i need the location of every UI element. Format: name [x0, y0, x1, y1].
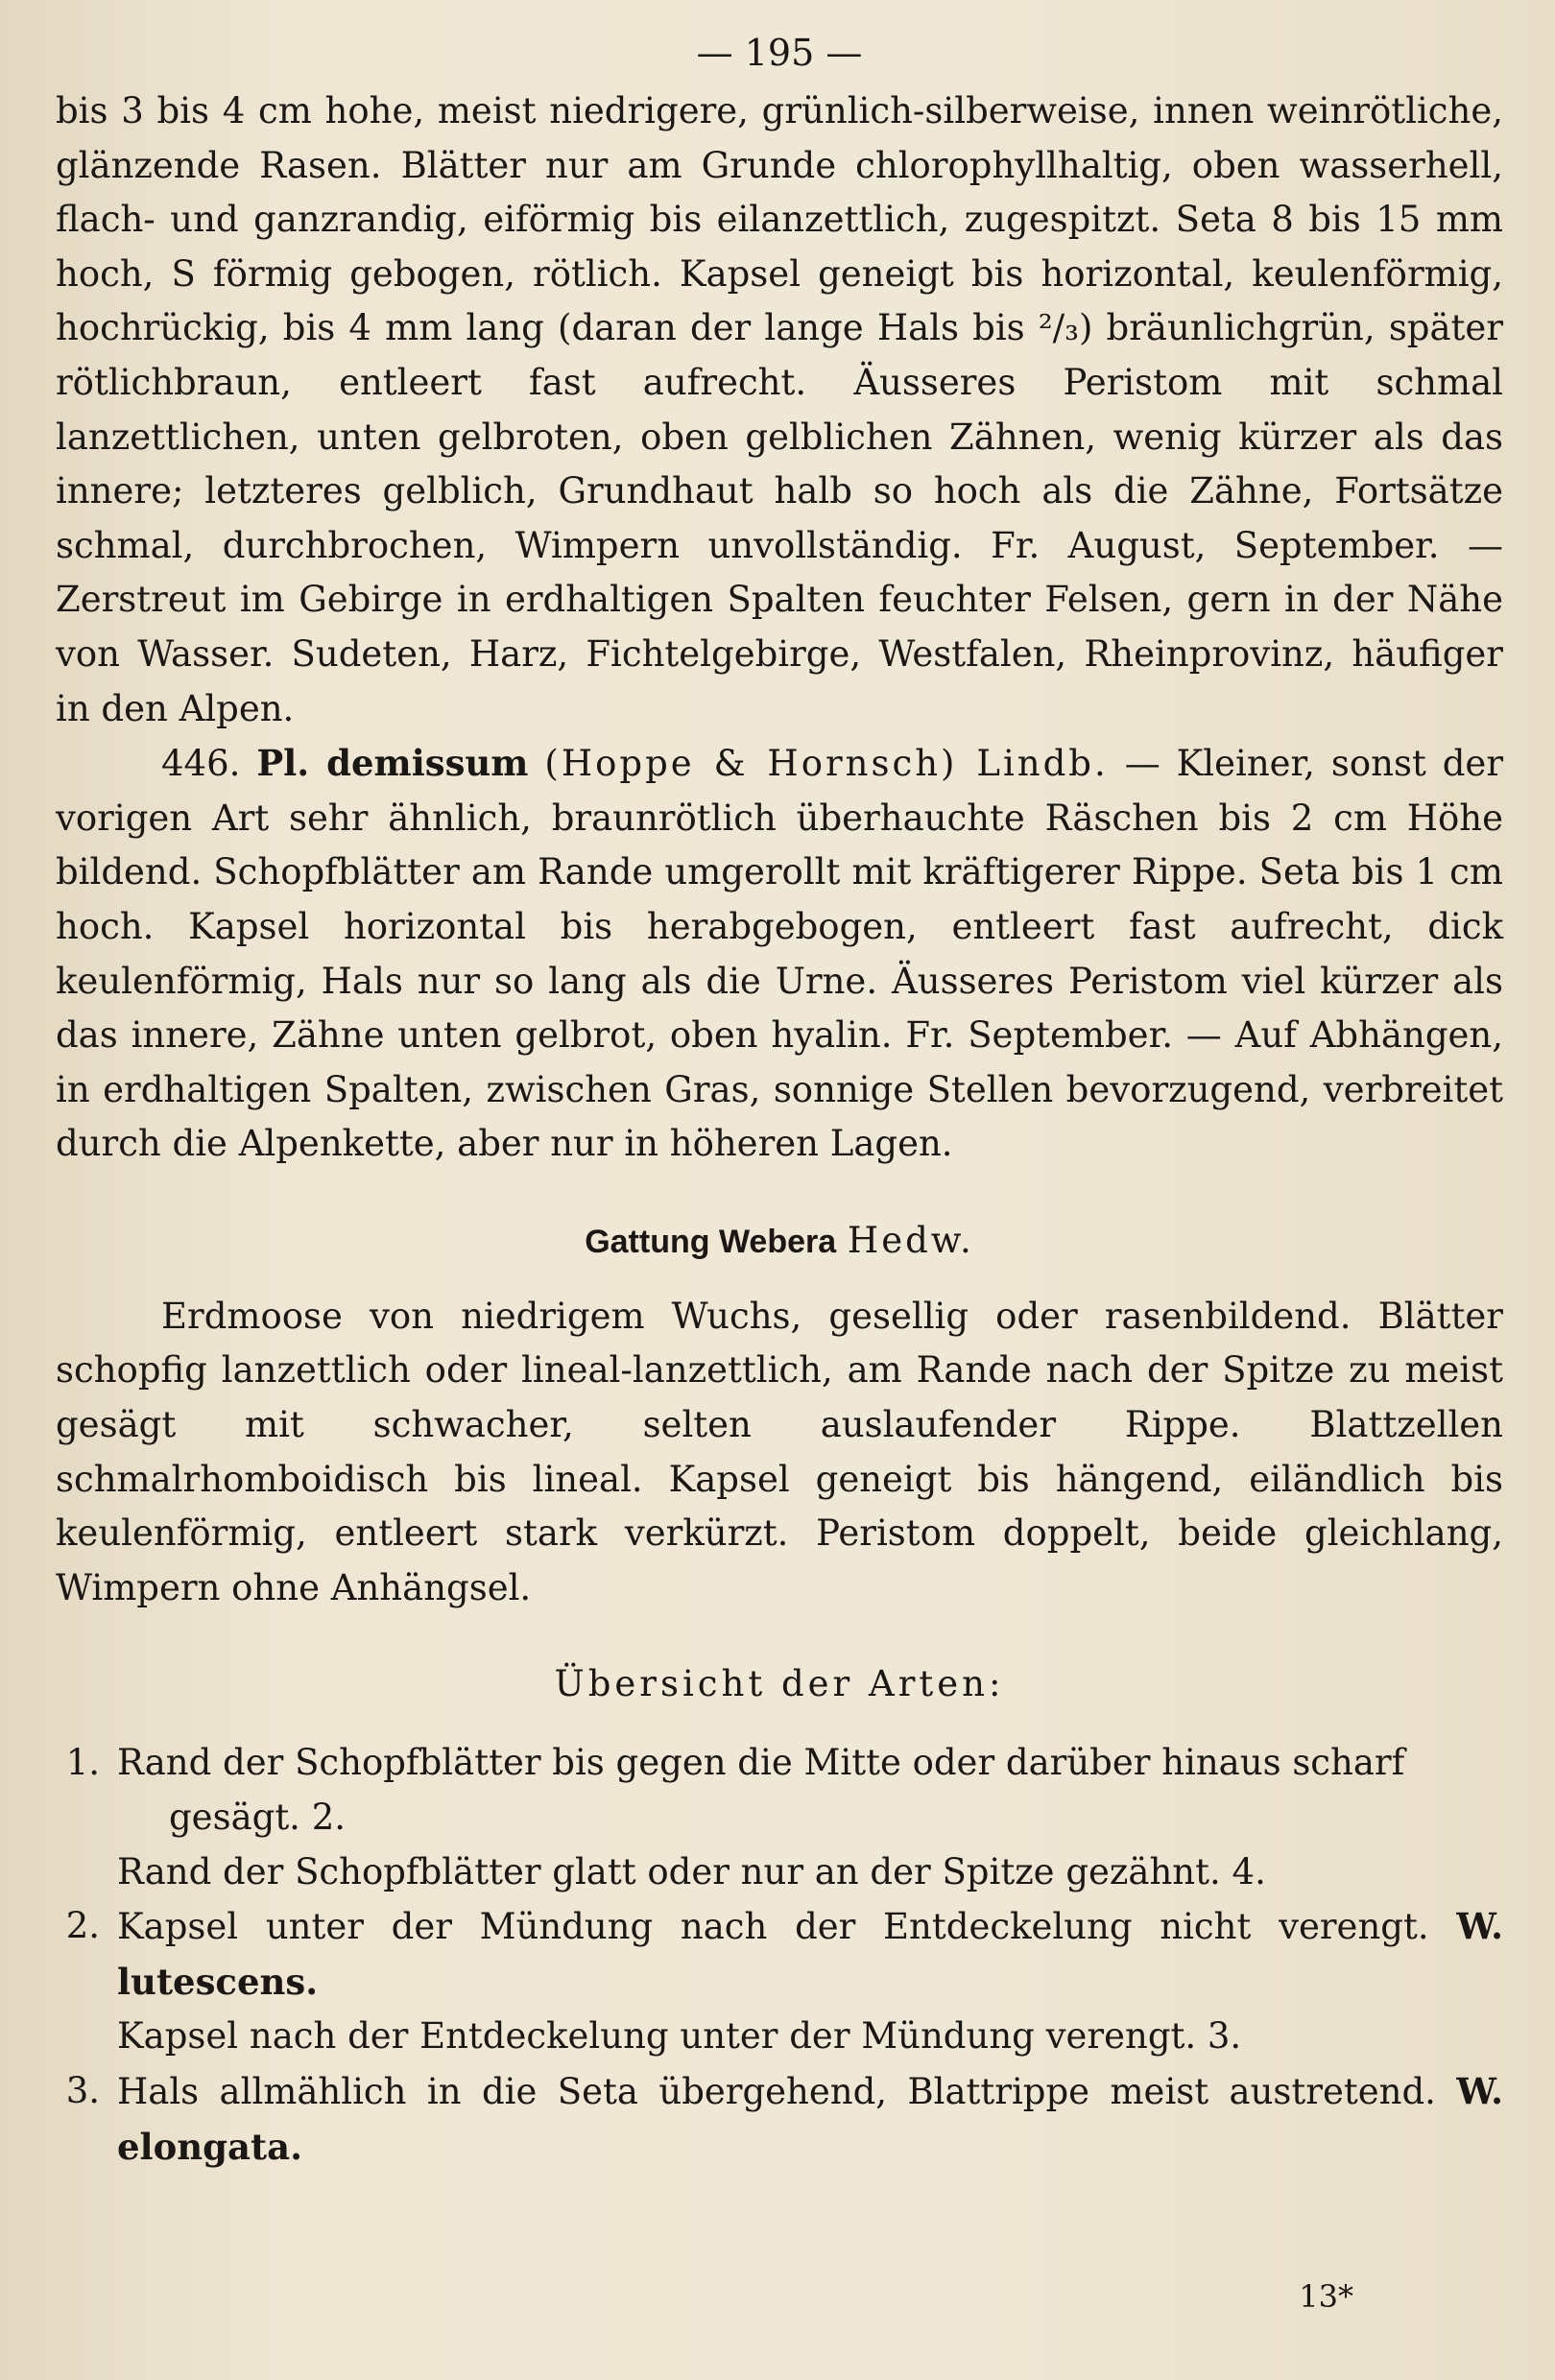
key-species: W. elongata. — [117, 2070, 1504, 2168]
species-name: Pl. demissum — [256, 742, 529, 785]
key-text — [117, 2064, 1503, 2175]
identification-key — [56, 1736, 1503, 2175]
key-statement: Hals allmählich in die Seta übergehend, Blattrippe meist austretend. — [117, 2071, 1436, 2112]
genus-description: Erdmoose von niedrigem Wuchs, gesellig oder rasenbildend. Blätter schopfig lanzettlich oder lineal-lanzettlich, am Rande nach der Spitze zu meist gesägt mit schwacher, selten auslaufender Rippe. Blattzellen schmalrhomboidisch bis lineal. Kapsel geneigt bis hängend, eiländlich bis keulenförmig, entleert stark verkürzt. Peristom doppelt, beide gleichlang, Wimpern ohne Anhängsel. — [56, 1295, 1503, 1608]
genus-label: Gattung Webera — [585, 1223, 837, 1260]
overview-heading: Übersicht der Arten: — [554, 1663, 1005, 1705]
species-number: 446. — [161, 743, 241, 785]
key-entry-2b — [56, 2010, 1503, 2064]
signature-mark: 13* — [1299, 2278, 1353, 2315]
key-continuation: gesägt. 2. — [169, 1797, 347, 1839]
key-text: Rand der Schopfblätter glatt oder nur an der Spitze gezähnt. 4. — [117, 1850, 1266, 1892]
genus-authority: Hedw. — [847, 1219, 974, 1261]
species-description-text — [56, 84, 1503, 1172]
key-entry-1b — [56, 1845, 1503, 1900]
key-text: Kapsel nach der Entdeckelung unter der Mündung verengt. 3. — [117, 2015, 1242, 2058]
key-text: Rand der Schopfblätter bis gegen die Mitte oder darüber hinaus scharf — [117, 1742, 1405, 1784]
species-description: — Kleiner, sonst der vorigen Art sehr ähnlich, braunrötlich überhauchte Räschen bis 2 cm Höhe bildend. Schopfblätter am Rande umgerollt mit kräftigerer Rippe. Seta bis 1 cm hoch. Kapsel horizontal bis herabgebogen, entleert fast aufrecht, dick keulenförmig, Hals nur so lang als die Urne. Äusseres Peristom viel kürzer als das innere, Zähne unten gelbrot, oben hyalin. Fr. September. — Auf Abhängen, in erdhaltigen Spalten, zwischen Gras, sonnige Stellen bevorzugend, verbreitet durch die Alpenkette, aber nur in höheren Lagen. — [56, 743, 1504, 1165]
key-number: 3. — [65, 2070, 100, 2111]
key-text — [117, 1899, 1503, 2010]
key-number: 2. — [65, 1905, 100, 1947]
key-number: 1. — [65, 1742, 100, 1784]
key-entry-2 — [56, 1899, 1503, 2010]
paragraph-species-446 — [56, 736, 1503, 1172]
key-species: W. lutescens. — [117, 1905, 1503, 2003]
species-authority: (Hoppe & Hornsch) Lindb. — [544, 743, 1109, 785]
genus-description-block — [56, 1290, 1503, 1616]
key-statement: Kapsel unter der Mündung nach der Entdeckelung nicht verengt. — [117, 1906, 1429, 1948]
paragraph-continued: bis 3 bis 4 cm hohe, meist niedrigere, grünlich-silberweise, innen weinrötliche, glänzende Rasen. Blätter nur am Grunde chlorophyllhaltig, oben wasserhell, flach- und ganzrandig, eiförmig bis eilanzettlich, zugespitzt. Seta 8 bis 15 mm hoch, S förmig gebogen, rötlich. Kapsel geneigt bis horizontal, keulenförmig, hochrückig, bis 4 mm lang (daran der lange Hals bis ²/₃) bräunlichgrün, später rötlichbraun, entleert fast aufrecht. Äusseres Peristom mit schmal lanzettlichen, unten gelbroten, oben gelblichen Zähnen, wenig kürzer als das innere; letzteres gelblich, Grundhaut halb so hoch als die Zähne, Fortsätze schmal, durchbrochen, Wimpern unvollständig. Fr. August, September. — Zerstreut im Gebirge in erdhaltigen Spalten feuchter Felsen, gern in der Nähe von Wasser. Sudeten, Harz, Fichtelgebirge, Westfalen, Rheinprovinz, häufiger in den Alpen. — [56, 90, 1503, 729]
page-number: — 195 — — [696, 32, 863, 74]
key-entry-1 — [56, 1736, 1503, 1791]
genus-heading — [56, 1214, 1503, 1269]
key-entry-3 — [56, 2064, 1503, 2175]
